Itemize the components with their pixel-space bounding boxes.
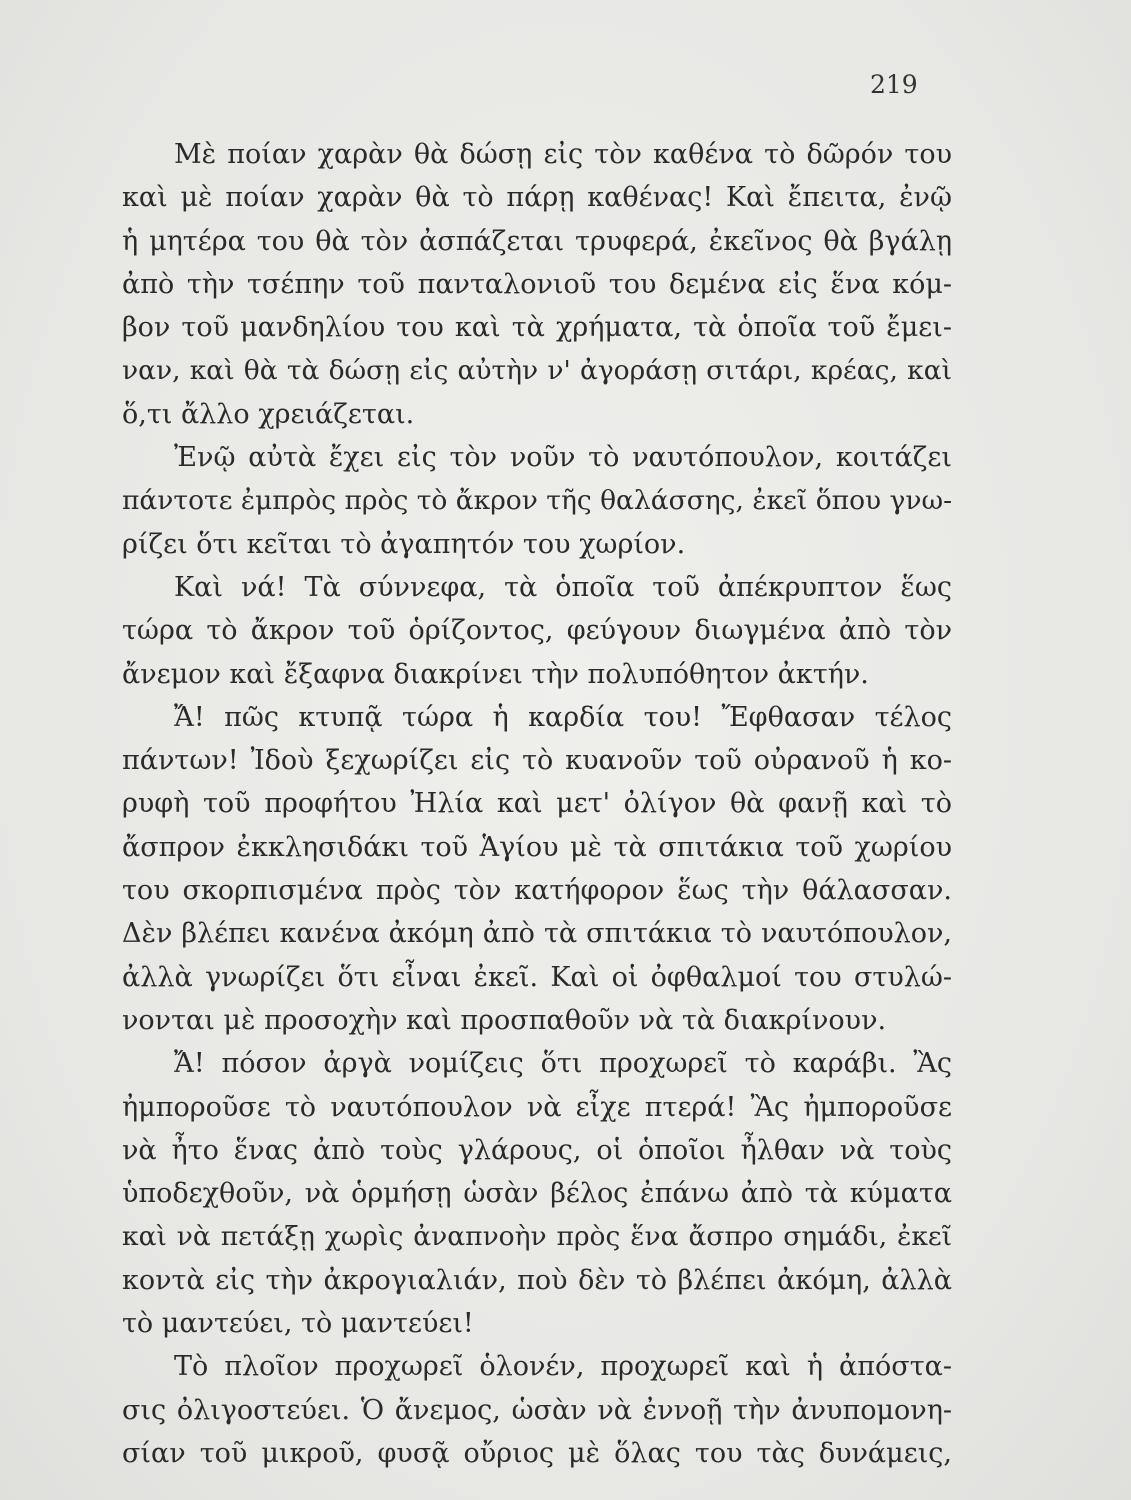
text-line: Ἄ! πῶς κτυπᾷ τώρα ἡ καρδία του! Ἔφθασαν τέλος	[174, 701, 952, 733]
text-line: ὅ,τι ἄλλο χρειάζεται.	[122, 398, 415, 430]
text-line: ρίζει ὅτι κεῖται τὸ ἀγαπητόν του χωρίον.	[122, 528, 686, 560]
text-line: Τὸ πλοῖον προχωρεῖ ὁλονέν, προχωρεῖ καὶ ἡ ἀπόστα-	[174, 1351, 952, 1383]
text-line: κοντὰ εἰς τὴν ἀκρογιαλιάν, ποὺ δὲν τὸ βλέπει ἀκόμη, ἀλλὰ	[122, 1264, 952, 1296]
text-line: ναν, καὶ θὰ τὰ δώσῃ εἰς αὐτὴν ν' ἀγοράσῃ σιτάρι, κρέας, καὶ	[122, 355, 952, 387]
text-line: νὰ ἦτο ἕνας ἀπὸ τοὺς γλάρους, οἱ ὁποῖοι ἦλθαν νὰ τοὺς	[122, 1134, 952, 1166]
text-line: ἄσπρον ἐκκλησιδάκι τοῦ Ἁγίου μὲ τὰ σπιτάκια τοῦ χωρίου	[122, 831, 952, 863]
text-line: καὶ νὰ πετάξῃ χωρὶς ἀναπνοὴν πρὸς ἕνα ἄσπρο σημάδι, ἐκεῖ	[122, 1221, 952, 1253]
text-line: του σκορπισμένα πρὸς τὸν κατήφορον ἕως τὴν θάλασσαν.	[122, 875, 952, 907]
text-line: πάντων! Ἰδοὺ ξεχωρίζει εἰς τὸ κυανοῦν τοῦ οὐρανοῦ ἡ κο-	[122, 745, 952, 777]
text-line: Δὲν βλέπει κανένα ἀκόμη ἀπὸ τὰ σπιτάκια τὸ ναυτόπουλον,	[122, 918, 952, 950]
text-line: νονται μὲ προσοχὴν καὶ προσπαθοῦν νὰ τὰ διακρίνουν.	[122, 1004, 887, 1036]
text-line: Ἐνῷ αὐτὰ ἔχει εἰς τὸν νοῦν τὸ ναυτόπουλον, κοιτάζει	[174, 442, 952, 474]
text-line: καὶ μὲ ποίαν χαρὰν θὰ τὸ πάρῃ καθένας! Καὶ ἔπειτα, ἐνῷ	[122, 182, 952, 214]
body-text	[122, 133, 952, 1475]
text-line: τὸ μαντεύει, τὸ μαντεύει!	[122, 1308, 474, 1340]
text-line: Ἄ! πόσον ἀργὰ νομίζεις ὅτι προχωρεῖ τὸ καράβι. Ἂς	[174, 1048, 952, 1080]
text-line: σίαν τοῦ μικροῦ, φυσᾷ οὔριος μὲ ὅλας του τὰς δυνάμεις,	[122, 1437, 952, 1469]
text-line: ἀπὸ τὴν τσέπην τοῦ πανταλονιοῦ του δεμένα εἰς ἕνα κόμ-	[122, 268, 952, 300]
text-line: σις ὀλιγοστεύει. Ὁ ἄνεμος, ὡσὰν νὰ ἐννοῇ τὴν ἀνυπομονη-	[122, 1394, 952, 1426]
text-line: τώρα τὸ ἄκρον τοῦ ὁρίζοντος, φεύγουν διωγμένα ἀπὸ τὸν	[122, 615, 952, 647]
text-line: Καὶ νά! Τὰ σύννεφα, τὰ ὁποῖα τοῦ ἀπέκρυπτον ἕως	[174, 571, 952, 603]
text-line: ἡ μητέρα του θὰ τὸν ἀσπάζεται τρυφερά, ἐκεῖνος θὰ βγάλῃ	[122, 225, 952, 257]
page-number: 219	[870, 70, 918, 99]
text-line: βον τοῦ μανδηλίου του καὶ τὰ χρήματα, τὰ ὁποῖα τοῦ ἔμει-	[122, 312, 952, 344]
text-line: ἄνεμον καὶ ἔξαφνα διακρίνει τὴν πολυπόθητον ἀκτήν.	[122, 658, 869, 690]
text-line: ρυφὴ τοῦ προφήτου Ἠλία καὶ μετ' ὀλίγον θὰ φανῇ καὶ τὸ	[122, 788, 952, 820]
text-line: πάντοτε ἐμπρὸς πρὸς τὸ ἄκρον τῆς θαλάσσης, ἐκεῖ ὅπου γνω-	[122, 485, 952, 517]
text-line: ὑποδεχθοῦν, νὰ ὁρμήσῃ ὡσὰν βέλος ἐπάνω ἀπὸ τὰ κύματα	[122, 1178, 952, 1210]
text-line: Μὲ ποίαν χαρὰν θὰ δώσῃ εἰς τὸν καθένα τὸ δῶρόν του	[174, 139, 952, 170]
text-line: ἀλλὰ γνωρίζει ὅτι εἶναι ἐκεῖ. Καὶ οἱ ὀφθαλμοί του στυλώ-	[122, 961, 952, 993]
text-line: ἠμποροῦσε τὸ ναυτόπουλον νὰ εἶχε πτερά! Ἂς ἠμποροῦσε	[122, 1091, 952, 1123]
